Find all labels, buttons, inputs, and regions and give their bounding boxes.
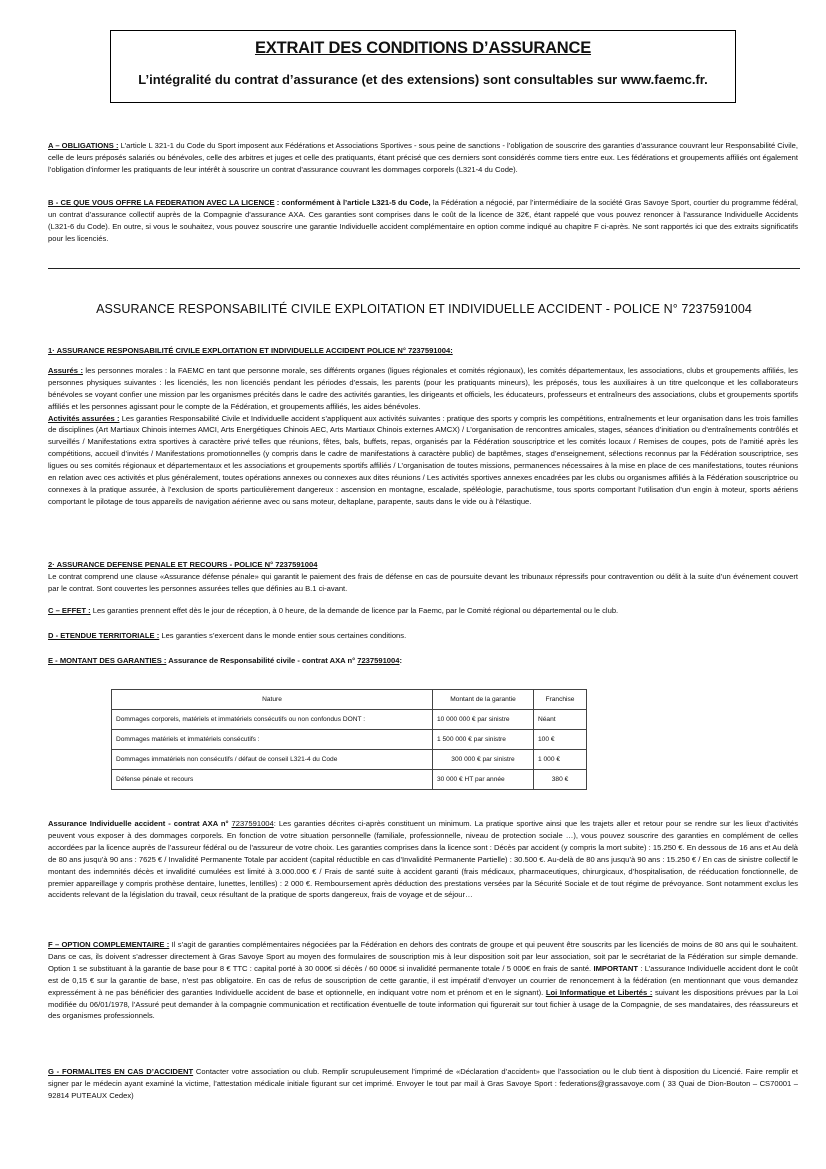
table-cell-montant: 300 000 € par sinistre <box>433 750 534 770</box>
etendue-text: Les garanties s’exercent dans le monde entier sous certaines conditions. <box>159 631 407 640</box>
table-cell-nature: Dommages matériels et immatériels consécutifs : <box>112 730 433 750</box>
table-row <box>112 750 587 770</box>
guarantees-table <box>111 689 587 790</box>
individuelle-policy: 7237591004 <box>231 819 274 828</box>
table-cell-franchise: 380 € <box>534 770 587 790</box>
table-cell-nature: Dommages corporels, matériels et immatériels consécutifs ou non confondus DONT : <box>112 710 433 730</box>
table-header-franchise: Franchise <box>534 690 587 710</box>
defense-section <box>48 559 798 595</box>
assures-label: Assurés : <box>48 365 83 375</box>
table-cell-nature: Dommages immatériels non consécutifs / défaut de conseil L321-4 du Code <box>112 750 433 770</box>
table-row <box>112 710 587 730</box>
document-subtitle: L’intégralité du contrat d’assurance (et des extensions) sont consultables sur www.faemc.fr. <box>138 72 708 87</box>
offre-heading: B - CE QUE VOUS OFFRE LA FEDERATION AVEC LA LICENCE <box>48 198 275 207</box>
etendue-paragraph <box>48 630 798 642</box>
obligations-heading: A – OBLIGATIONS : <box>48 141 119 150</box>
formalites-text: Contacter votre association ou club. Remplir scrupuleusement l’imprimé de «Déclaration d’accident» que l’association ou le club tient à disposition du Licencié. Faire remplir et signer par le médecin ayant examiné la victime, l’attestation médicale initiale figurant sur cet imprimé. Envoyer le tout par mail à Gras Savoye Sport : federations@grassavoye.com ( 33 Quai de Dion-Bouton – CS70001 – 92814 PUTEAUX Cedex) <box>48 1067 799 1100</box>
option-text-2: : L’assurance Individuelle accident dont le coût est de 0,15 € sur la garantie de base, n’est pas obligatoire. En cas de refus de souscription de cette garantie, il est impératif d’envoyer un courrier de renoncement à la fédération (en mentionnant que vous demandez expressément à ne pas bénéficier des garanties Individuelle accident de base et optionnelle, en indiquant votre nom et prénom et en le signant). <box>48 963 798 997</box>
rc-heading: 1· ASSURANCE RESPONSABILITÉ CIVILE EXPLOITATION ET INDIVIDUELLE ACCIDENT POLICE N° 7237591004: <box>48 346 453 355</box>
table-cell-montant: 1 500 000 € par sinistre <box>433 730 534 750</box>
offre-heading-bold: : conformément à l’article L321-5 du Code, <box>274 198 431 207</box>
activites-paragraph <box>48 413 798 508</box>
assures-text: les personnes morales : la FAEMC en tant que personne morale, ses différents organes (ligues régionales et comités régionaux), les comités départementaux, les associations, clubs et groupements affiliés, les personnes physiques suivantes : les licenciés, les non licenciés pendant les périodes d’essais, les parents (pour les pratiquants mineurs), les préposés, tous les auxiliaires à un titre quelconque et les collaborateurs bénévoles se voyant confier une mission par les organismes précités dans le cadre des activités garanties, les dirigeants et officiels, les éducateurs, professeurs et entraîneurs des associations, clubs et groupements sportifs affiliés et les personnes agissant pour le compte de la Fédération, et groupements affiliés, les aides bénévoles. <box>48 365 798 411</box>
effet-text: Les garanties prennent effet dès le jour de réception, à 0 heure, de la demande de licence par la Faemc, par le Comité régional ou départemental ou le club. <box>90 606 619 615</box>
activites-text: Les garanties Responsabilité Civile et Individuelle accident s’appliquent aux activités suivantes : pratique des sports y compris les compétitions, entraînements et leur organisation dans les trois familles de disciplines (Art Martiaux Chinois internes AMCI, Arts Energétiques Chinois AEC, Arts Martiaux Chinois externes AMCX) / L’organisation de rencontres amicales, stages, séances d’initiation ou d’entraînements contrôlés et surveillés / Manifestations extra sportives à caractère privé telles que réunions, fêtes, bals, buffets, repas, organisés par la Fédération souscriptrice et les comités locaux / Remises de coupes, pots de l’amitié après les compétitions, accueil d’invités / Manifestations promotionnelles (y compris dans le cadre de manifestations à caractère public) de baptêmes, stages d’enseignement, sélections reconnus par la Fédération souscriptrice, ses ligues ou ses comités régionaux et départementaux et les associations et groupements sportifs affiliés / L’organisation de toutes missions, permanences nécessaires à la mise en place de ces manifestations, toutes réunions en relation avec ces activités et plus généralement, toutes opérations annexes ou connexes aux dites réunions / Les activités sportives annexes encadrées par les clubs ou organismes affiliés à la Fédération souscriptrice ou connexes à la pratique assurée, à l’exclusion de sports particulièrement dangereux : ascension en montagne, escalade, spéléologie, parachutisme, tous sports comportant l’utilisation d’un engin à moteur, sports aériens comportant le pilotage de tous appareils de navigation aérienne avec ou sans moteur, deltaplane, parapente, sauts dans le vide ou à l’élastique. <box>48 413 798 506</box>
etendue-heading: D - ETENDUE TERRITORIALE : <box>48 631 160 640</box>
option-important: IMPORTANT <box>593 963 639 973</box>
montant-paragraph <box>48 655 798 667</box>
document-title: EXTRAIT DES CONDITIONS D’ASSURANCE <box>254 39 592 57</box>
effet-paragraph <box>48 605 798 617</box>
individuelle-heading: Assurance Individuelle accident - contrat AXA n° <box>48 819 232 828</box>
section-divider <box>48 268 800 269</box>
offre-text: la Fédération a négocié, par l’intermédiaire de la société Gras Savoye Sport, courtier du programme fédéral, un contrat d’assurance collectif auprès de la Compagnie d’assurance AXA. Ces garanties sont comprises dans le coût de la licence de 32€, étant rappelé que vous pouvez renoncer à l’assurance Individuelle Accidents (L321-6 du Code). En outre, si vous le souhaitez, vous pouvez souscrire une garantie Individuelle accident complémentaire en option comme indiqué au chapitre F ci-après. Ne sont rapportés ici que des extraits significatifs pour les licenciés. <box>48 198 798 243</box>
defense-heading: 2· ASSURANCE DEFENSE PENALE ET RECOURS - POLICE N° 7237591004 <box>48 560 318 569</box>
table-cell-franchise: Néant <box>534 710 587 730</box>
table-cell-franchise: 1 000 € <box>534 750 587 770</box>
table-header-row <box>112 690 587 710</box>
option-heading: F – OPTION COMPLEMENTAIRE : <box>48 940 170 949</box>
section-title: ASSURANCE RESPONSABILITÉ CIVILE EXPLOITATION ET INDIVIDUELLE ACCIDENT - POLICE N° 7237591004 <box>96 302 752 316</box>
rc-section <box>48 345 798 508</box>
offre-paragraph <box>48 197 798 245</box>
montant-policy: 7237591004 <box>357 656 400 665</box>
option-loi: Loi Informatique et Libertés : <box>545 987 653 997</box>
assures-paragraph <box>48 365 798 413</box>
header-box <box>110 30 736 103</box>
obligations-text: L’article L 321-1 du Code du Sport imposent aux Fédérations et Associations Sportives - sous peine de sanctions - l’obligation de souscrire des garanties d’assurance couvrant leur Responsabilité Civile, celle de leurs préposés salariés ou bénévoles, celle des arbitres et juges et celle des pratiquants, étant précisé que ces derniers sont considérés comme tiers entre eux. Les fédérations et groupements affiliés ont également l’obligation d’informer les pratiquants de leur intérêt à souscrire un contrat d’assurance couvrant les dommages corporels (L321-4 du Code). <box>48 141 798 174</box>
activites-label: Activités assurées : <box>48 413 120 423</box>
obligations-paragraph <box>48 140 798 176</box>
montant-subheading: Assurance de Responsabilité civile - contrat AXA n° <box>166 656 358 665</box>
montant-heading: E - MONTANT DES GARANTIES : <box>48 656 167 665</box>
table-cell-montant: 10 000 000 € par sinistre <box>433 710 534 730</box>
effet-heading: C – EFFET : <box>48 606 91 615</box>
table-header-montant: Montant de la garantie <box>433 690 534 710</box>
formalites-heading: G - FORMALITES EN CAS D’ACCIDENT <box>48 1067 194 1076</box>
table-header-nature: Nature <box>112 690 433 710</box>
table-cell-montant: 30 000 € HT par année <box>433 770 534 790</box>
table-cell-franchise: 100 € <box>534 730 587 750</box>
individuelle-text: : Les garanties décrites ci-après constituent un minimum. La pratique sportive ainsi que les trajets aller et retour pour se rendre sur les lieux d’activités peuvent vous exposer à des dommages corporels. En fonction de votre situation personnelle (familiale, professionnelle, niveau de protection sociale …), vous pouvez souscrire des garanties en complément de celles accordées par la licence auprès de l’assureur fédéral ou de l’assureur de votre choix. Les garanties comprises dans la licence sont : Décès par accident (y compris la mort subite) : 15.250 €. En dessous de 16 ans et Au delà de 80 ans jusqu’à 90 ans : 7625 € / Invalidité Permanente Totale par accident (capital réductible en cas d’Invalidité Permanente Partielle) : 30.500 €. Au-delà de 80 ans jusqu’à 90 ans : 15.250 € / En cas de sinistre collectif le montant des indemnités décès et invalidité cumulées est limité à 3.000.000 € / Frais de santé suite à accident garanti (frais médicaux, pharmaceutiques, chirurgicaux, d’hospitalisation, de rééducation fonctionnelle, de premier appareillage y compris prothèse dentaire, lunettes, lentilles) : 2 000 €. Remboursement après déduction des prestations versées par la Sécurité Sociale et de tout régime de prévoyance. Sont notamment exclus les accidents relevant de la législation du travail, ceux résultant de la pratique de sports dangereux, frais de voyage et de séjour… <box>48 819 798 900</box>
individuelle-paragraph <box>48 818 798 901</box>
montant-end: : <box>399 656 402 665</box>
option-text-3: suivant les dispositions prévues par la Loi modifiée du 06/01/1978, l’Assuré peut demander à la compagnie communication et rectification éventuelle de toute information qui figurerait sur tout fichier à usage de la Compagnie, de ses mandataires, des réassureurs et des organismes professionnels. <box>48 987 798 1021</box>
option-text-1: Il s’agit de garanties complémentaires négociées par la Fédération en dehors des contrats de groupe et qui peuvent être souscrits par les licenciés de moins de 80 ans qui le souhaitent. Dans ce cas, ils doivent s’adresser directement à Gras Savoye Sport au moyen des formulaires de souscription mis à leur disposition soit par leur association, soit par le secrétariat de la Fédération sur simple demande. Option 1 se substituant à la garantie de base pour 8 € TTC : capital porté à 30 000€ si décès / 60 000€ si invalidité permanente totale / 5 000€ en frais de santé. <box>48 940 798 973</box>
table-row <box>112 770 587 790</box>
table-cell-nature: Défense pénale et recours <box>112 770 433 790</box>
option-paragraph <box>48 939 798 1022</box>
formalites-paragraph <box>48 1066 798 1102</box>
defense-text: Le contrat comprend une clause «Assurance défense pénale» qui garantit le paiement des frais de défense en cas de poursuite devant les tribunaux répressifs pour contravention ou délit à la suite d’un événement couvert par le contrat. Sont couvertes les personnes assurées telles que définies au B.1 ci-avant. <box>48 571 798 593</box>
table-row <box>112 730 587 750</box>
